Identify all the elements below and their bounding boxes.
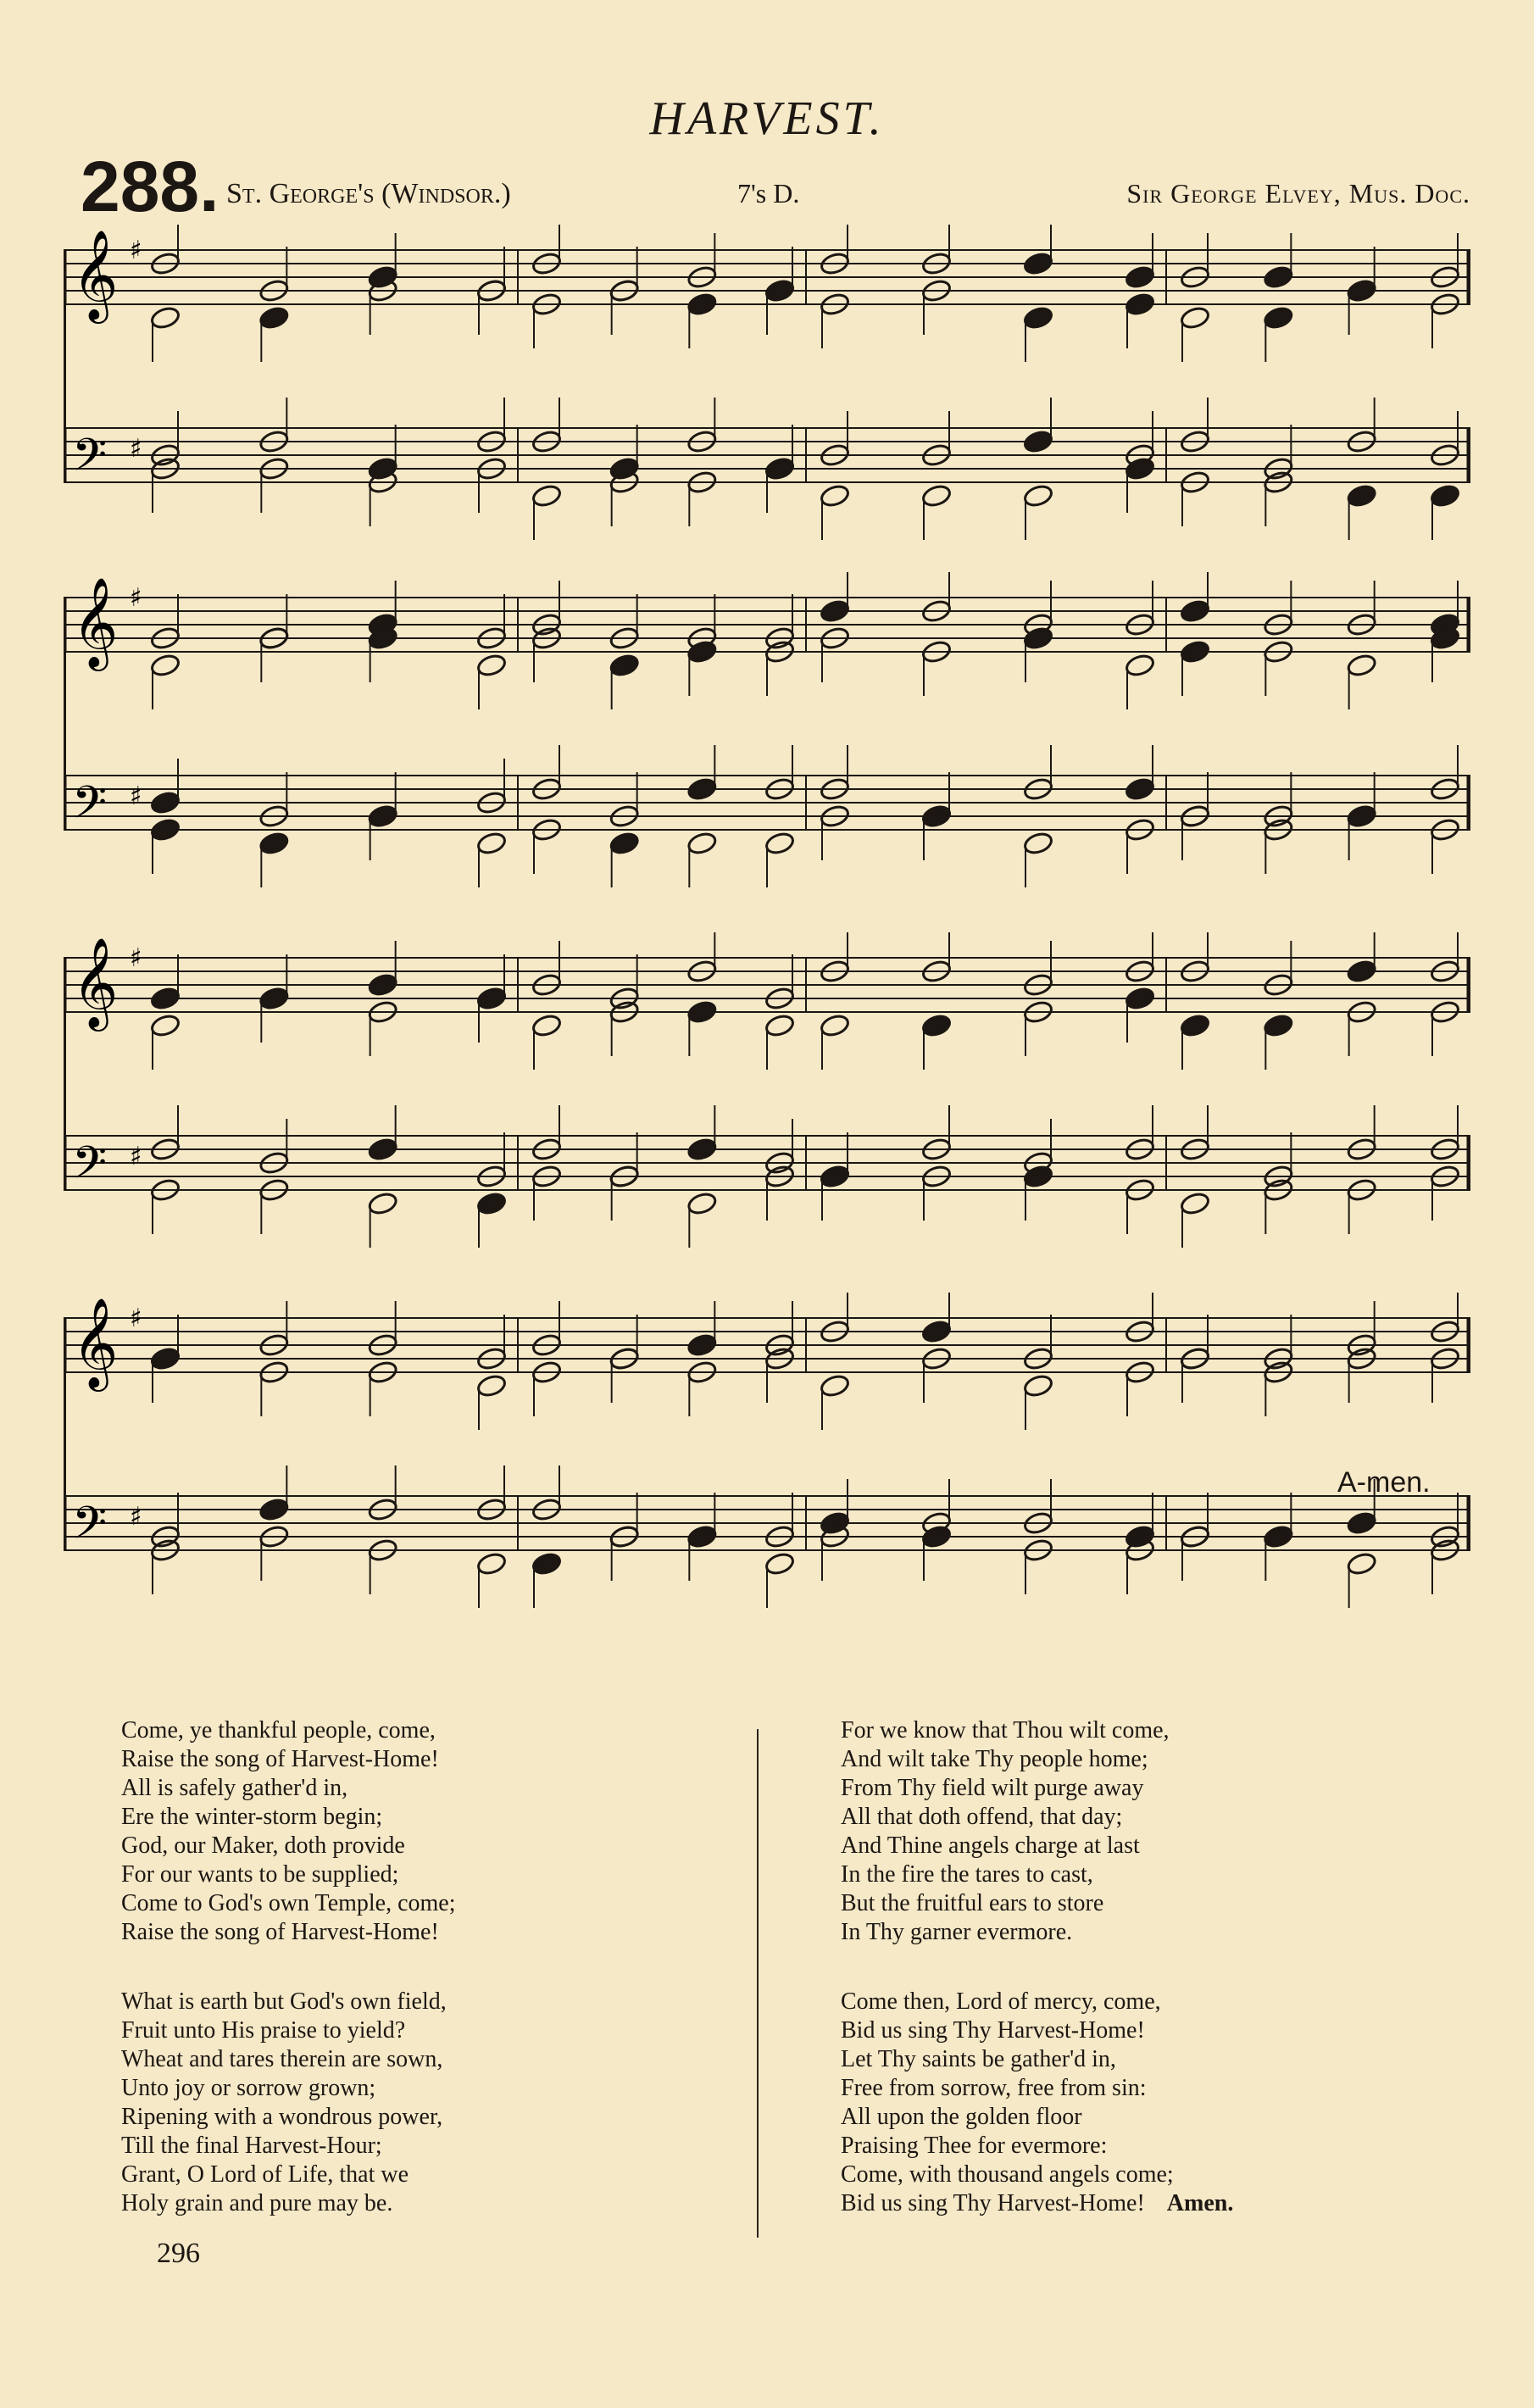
note-head: [764, 456, 796, 481]
treble-clef: 𝄞: [72, 576, 119, 667]
note-head: [258, 305, 290, 331]
note-head: [150, 305, 181, 331]
note-head: [921, 1524, 953, 1549]
note-head: [367, 1191, 398, 1216]
verse-line: And wilt take Thy people home;: [841, 1746, 1148, 1772]
note-head: [1023, 483, 1054, 509]
verse-line: [841, 2189, 1233, 2218]
column-divider: [757, 1729, 759, 2238]
verse-line: Bid us sing Thy Harvest-Home!: [841, 2017, 1145, 2044]
note-head: [1180, 1191, 1211, 1216]
verse-line: Come then, Lord of mercy, come,: [841, 1988, 1161, 2015]
hymn-header: [81, 147, 1470, 226]
note-head: [764, 831, 796, 856]
verse-line: All that doth offend, that day;: [841, 1804, 1123, 1830]
sharp-key-signature: ♯: [130, 943, 142, 973]
verse-line: But the fruitful ears to store: [841, 1890, 1104, 1916]
note-head: [686, 1137, 718, 1162]
note-head: [367, 456, 398, 481]
music-system-3: [64, 932, 1470, 1263]
note-head: [1023, 429, 1054, 454]
note-head: [921, 483, 953, 509]
verse-line: Come, with thousand angels come;: [841, 2161, 1174, 2188]
verse-line: Raise the song of Harvest-Home!: [121, 1919, 439, 1945]
music-staff-svg: [64, 225, 1470, 555]
note-head: [820, 1373, 851, 1399]
sharp-key-signature: ♯: [130, 1304, 142, 1333]
sharp-key-signature: ♯: [130, 781, 142, 811]
note-head: [1430, 483, 1461, 509]
note-head: [367, 972, 398, 998]
verse-1: [121, 1716, 456, 1947]
note-head: [820, 1510, 851, 1536]
note-head: [531, 483, 563, 509]
verse-line: Unto joy or sorrow grown;: [121, 2075, 376, 2101]
note-head: [150, 790, 181, 815]
note-head: [476, 831, 508, 856]
note-head: [258, 831, 290, 856]
note-head: [1125, 653, 1156, 678]
note-head: [1125, 986, 1156, 1011]
note-head: [820, 483, 851, 509]
music-staff-svg: [64, 572, 1470, 903]
note-head: [1023, 251, 1054, 276]
verse-line: Ripening with a wondrous power,: [121, 2104, 443, 2130]
note-head: [1346, 653, 1377, 678]
verse-line: Praising Thee for evermore:: [841, 2133, 1108, 2159]
note-head: [150, 817, 181, 843]
note-head: [921, 1319, 953, 1344]
sharp-key-signature: ♯: [130, 1142, 142, 1171]
meter: 7's D.: [737, 178, 800, 209]
note-head: [1263, 264, 1294, 290]
verse-line: In the fire the tares to cast,: [841, 1861, 1093, 1888]
verse-line: Come to God's own Temple, come;: [121, 1890, 456, 1916]
note-head: [686, 776, 718, 802]
verse-line: From Thy field wilt purge away: [841, 1775, 1144, 1801]
note-head: [1125, 292, 1156, 317]
note-head: [1125, 1524, 1156, 1549]
verse-4: [841, 1988, 1233, 2218]
bass-clef: 𝄢: [72, 1498, 108, 1560]
note-head: [1263, 305, 1294, 331]
note-head: [921, 1013, 953, 1038]
verse-line: Wheat and tares therein are sown,: [121, 2046, 443, 2072]
note-head: [150, 653, 181, 678]
verse-line: All is safely gather'd in,: [121, 1775, 348, 1801]
verse-line: All upon the golden floor: [841, 2104, 1082, 2130]
music-system-2: [64, 572, 1470, 903]
note-head: [921, 804, 953, 829]
note-head: [686, 639, 718, 665]
verse-line: In Thy garner evermore.: [841, 1919, 1073, 1945]
verse-line: For we know that Thou wilt come,: [841, 1717, 1170, 1743]
verse-2: [121, 1988, 447, 2218]
bass-clef: 𝄢: [72, 777, 108, 840]
note-head: [367, 1137, 398, 1162]
verse-line: Free from sorrow, free from sin:: [841, 2075, 1147, 2101]
hymn-number: 288.: [81, 147, 220, 226]
sharp-key-signature: ♯: [130, 236, 142, 265]
note-head: [1180, 1013, 1211, 1038]
section-title: HARVEST.: [649, 92, 885, 145]
note-head: [820, 1164, 851, 1189]
note-head: [150, 986, 181, 1011]
music-system-4: [64, 1293, 1470, 1623]
note-head: [1180, 639, 1211, 665]
page-number: 296: [157, 2238, 200, 2269]
amen-label: A-men.: [1337, 1466, 1431, 1499]
treble-clef: 𝄞: [72, 937, 119, 1027]
note-head: [1023, 831, 1054, 856]
verse-line: God, our Maker, doth provide: [121, 1832, 405, 1859]
verse-line-text: Bid us sing Thy Harvest-Home!: [841, 2190, 1145, 2216]
note-head: [1263, 1013, 1294, 1038]
note-head: [1346, 804, 1377, 829]
note-head: [258, 986, 290, 1011]
bass-clef: 𝄢: [72, 430, 108, 492]
note-head: [531, 1013, 563, 1038]
sharp-key-signature: ♯: [130, 1502, 142, 1532]
verse-line: For our wants to be supplied;: [121, 1861, 399, 1888]
note-head: [1346, 1510, 1377, 1536]
note-head: [476, 1551, 508, 1577]
note-head: [820, 598, 851, 624]
treble-clef: 𝄞: [72, 1297, 119, 1388]
music-system-1: [64, 225, 1470, 555]
note-head: [258, 1497, 290, 1522]
note-head: [686, 1191, 718, 1216]
note-head: [531, 1551, 563, 1577]
note-head: [1180, 305, 1211, 331]
verse-line: Let Thy saints be gather'd in,: [841, 2046, 1116, 2072]
note-head: [686, 831, 718, 856]
verse-line: Raise the song of Harvest-Home!: [121, 1746, 439, 1772]
note-head: [1346, 278, 1377, 303]
verse-line: Holy grain and pure may be.: [121, 2190, 393, 2216]
note-head: [686, 999, 718, 1025]
note-head: [820, 1013, 851, 1038]
note-head: [1023, 305, 1054, 331]
note-head: [609, 831, 640, 856]
tune-name: St. George's (Windsor.): [226, 178, 511, 209]
sharp-key-signature: ♯: [130, 434, 142, 464]
note-head: [476, 653, 508, 678]
note-head: [1125, 456, 1156, 481]
note-head: [1180, 598, 1211, 624]
note-head: [1346, 483, 1377, 509]
verse-line: Grant, O Lord of Life, that we: [121, 2161, 409, 2188]
note-head: [1023, 1373, 1054, 1399]
composer: Sir George Elvey, Mus. Doc.: [1126, 178, 1470, 209]
music-staff-svg: [64, 1293, 1470, 1623]
note-head: [1346, 959, 1377, 984]
note-head: [686, 292, 718, 317]
note-head: [764, 1551, 796, 1577]
note-head: [150, 1346, 181, 1371]
note-head: [476, 1373, 508, 1399]
verse-line: Come, ye thankful people, come,: [121, 1717, 436, 1743]
note-head: [1346, 1551, 1377, 1577]
treble-clef: 𝄞: [72, 229, 119, 320]
note-head: [609, 653, 640, 678]
note-head: [686, 1332, 718, 1358]
note-head: [1125, 776, 1156, 802]
note-head: [1125, 264, 1156, 290]
note-head: [1023, 1164, 1054, 1189]
verse-line: Fruit unto His praise to yield?: [121, 2017, 406, 2044]
verse-line: What is earth but God's own field,: [121, 1988, 447, 2015]
verse-3: [841, 1716, 1170, 1947]
note-head: [764, 1013, 796, 1038]
verse-line: Ere the winter-storm begin;: [121, 1804, 383, 1830]
amen-text: Amen.: [1166, 2190, 1234, 2216]
verse-line: And Thine angels charge at last: [841, 1832, 1140, 1859]
note-head: [609, 456, 640, 481]
note-head: [150, 1013, 181, 1038]
note-head: [476, 1191, 508, 1216]
note-head: [1023, 626, 1054, 651]
note-head: [476, 986, 508, 1011]
sharp-key-signature: ♯: [130, 583, 142, 613]
bass-clef: 𝄢: [72, 1137, 108, 1200]
music-staff-svg: [64, 932, 1470, 1263]
verse-line: Till the final Harvest-Hour;: [121, 2133, 382, 2159]
note-head: [367, 264, 398, 290]
